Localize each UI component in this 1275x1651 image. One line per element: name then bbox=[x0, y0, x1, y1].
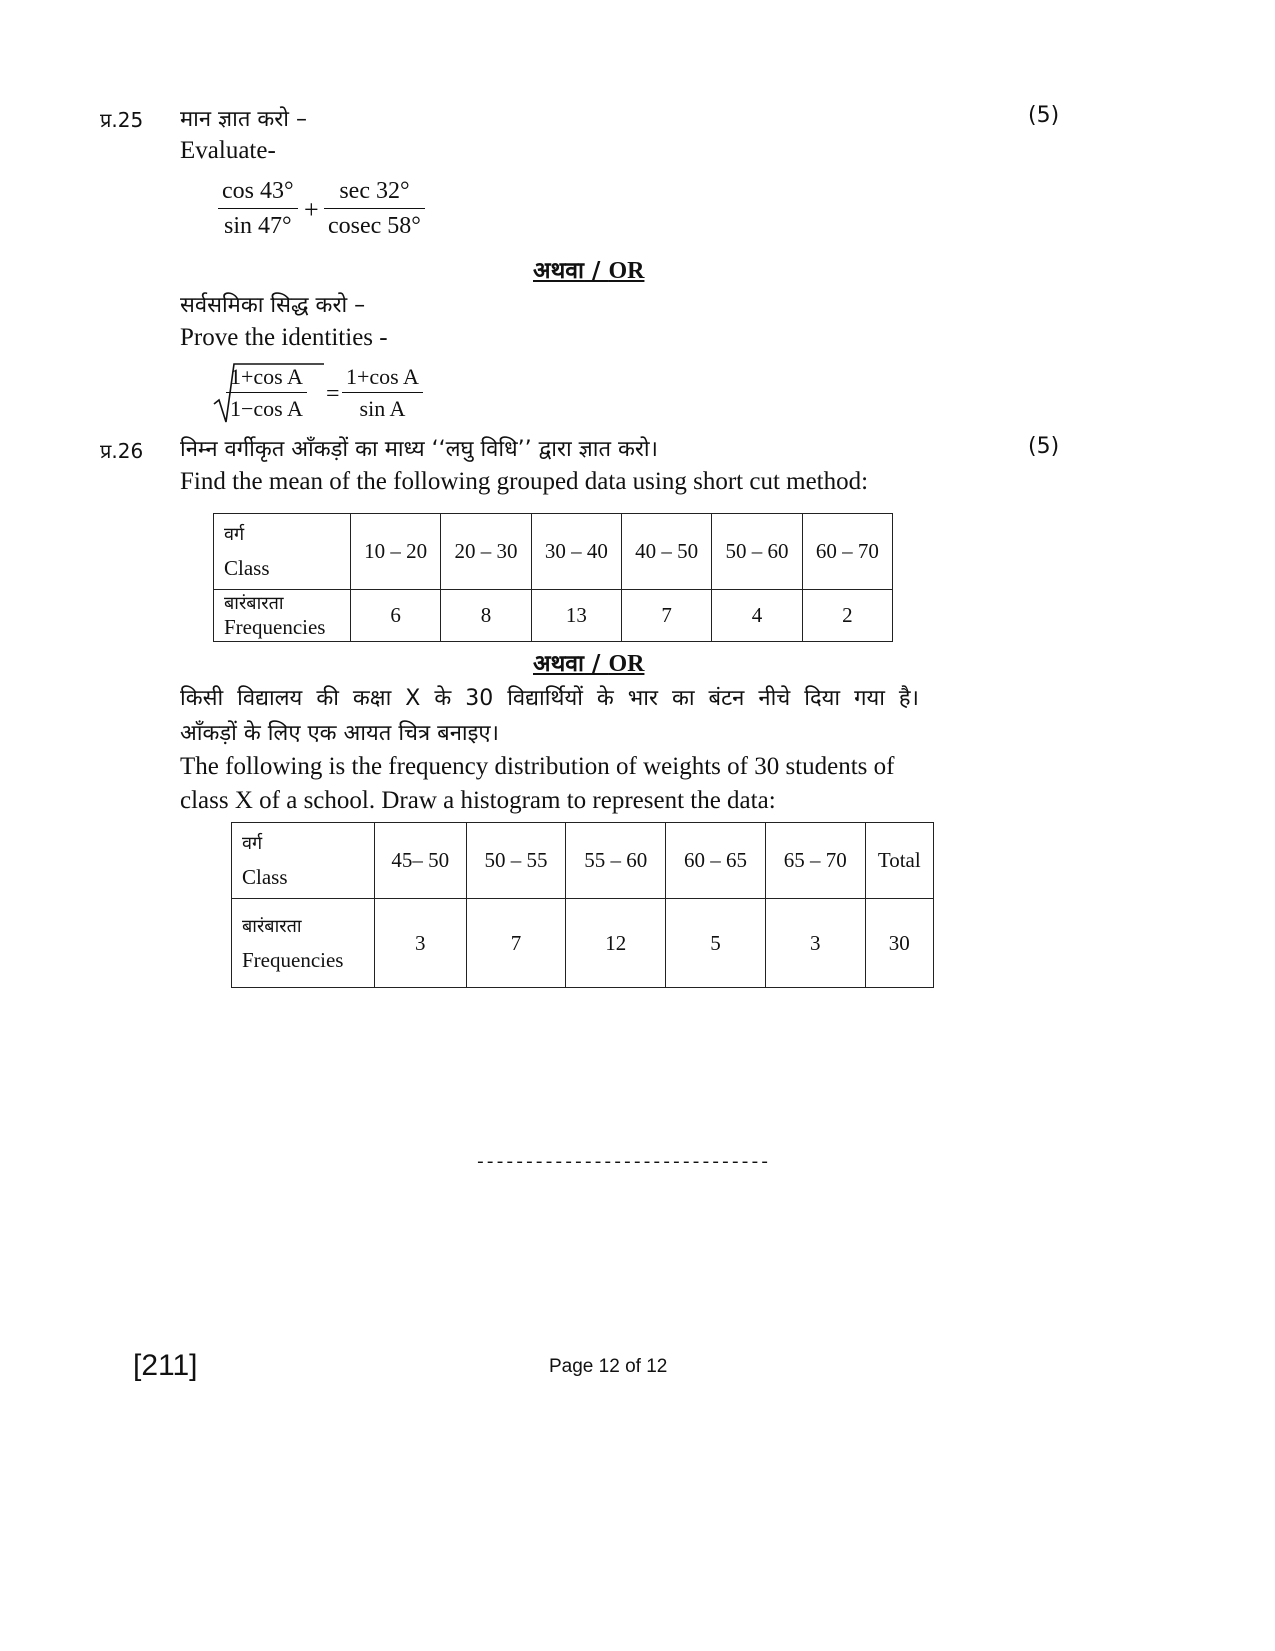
table-cell: 5 bbox=[666, 899, 766, 988]
table-class-label-english: Class bbox=[242, 865, 288, 889]
table-cell: 40 – 50 bbox=[621, 514, 711, 590]
paper-code: [211] bbox=[133, 1349, 198, 1382]
q26-alt-english-line-1: The following is the frequency distribution of weights of 30 students of bbox=[180, 753, 895, 780]
table-frequency-label-hindi: बारंबारता bbox=[224, 593, 284, 614]
weights-distribution-table bbox=[231, 822, 934, 988]
identity-equals-sign: = bbox=[326, 381, 340, 407]
table-class-label-hindi: वर्ग bbox=[224, 524, 245, 545]
table-cell: 30 – 40 bbox=[531, 514, 621, 590]
question-number-25: प्र.25 bbox=[100, 108, 144, 132]
q25-fraction-2-numerator: sec 32° bbox=[324, 176, 425, 209]
identity-lhs-fraction bbox=[226, 364, 307, 423]
question-number-26: प्र.26 bbox=[100, 439, 144, 463]
table-header-cell bbox=[214, 514, 351, 590]
end-separator: ------------------------------ bbox=[475, 1153, 770, 1173]
table-row bbox=[214, 514, 893, 590]
table-cell: 50 – 60 bbox=[712, 514, 802, 590]
q26-alt-hindi-line-1: किसी विद्यालय की कक्षा X के 30 विद्यार्थियों के भार का बंटन नीचे दिया गया है। bbox=[180, 686, 919, 711]
table-cell: 3 bbox=[765, 899, 865, 988]
q26-or-hindi: अथवा bbox=[533, 651, 585, 677]
table-cell: 55 – 60 bbox=[566, 823, 666, 899]
table-cell: Total bbox=[865, 823, 933, 899]
identity-rhs-denominator: sin A bbox=[359, 396, 406, 421]
table-cell: 8 bbox=[441, 590, 531, 642]
q26-marks: (5) bbox=[1028, 434, 1060, 459]
q25-hindi-instruction: मान ज्ञात करो – bbox=[180, 107, 307, 132]
table-cell: 12 bbox=[566, 899, 666, 988]
q25-alt-english-instruction: Prove the identities - bbox=[180, 324, 388, 351]
q25-fraction-1 bbox=[218, 176, 298, 241]
table-row bbox=[232, 899, 934, 988]
q25-english-instruction: Evaluate- bbox=[180, 137, 276, 164]
table-cell: 65 – 70 bbox=[765, 823, 865, 899]
q25-fraction-2-denominator: cosec 58° bbox=[328, 213, 421, 239]
table-cell: 3 bbox=[375, 899, 467, 988]
q25-plus-sign: + bbox=[304, 195, 319, 224]
table-cell: 50 – 55 bbox=[466, 823, 566, 899]
table-class-label-english: Class bbox=[224, 556, 270, 580]
table-cell: 30 bbox=[865, 899, 933, 988]
q26-or-divider: अथवा / OR bbox=[533, 651, 645, 677]
table-row bbox=[232, 823, 934, 899]
table-header-cell bbox=[232, 823, 375, 899]
table-header-cell bbox=[214, 590, 351, 642]
table-cell: 13 bbox=[531, 590, 621, 642]
table-cell: 45– 50 bbox=[375, 823, 467, 899]
table-header-cell bbox=[232, 899, 375, 988]
page-number: Page 12 of 12 bbox=[549, 1356, 668, 1377]
identity-lhs-numerator: 1+cos A bbox=[226, 364, 307, 393]
table-cell: 6 bbox=[351, 590, 441, 642]
identity-rhs-fraction bbox=[342, 364, 423, 423]
table-cell: 7 bbox=[621, 590, 711, 642]
q25-or-english: OR bbox=[608, 258, 645, 284]
grouped-data-table bbox=[213, 513, 893, 642]
table-cell: 60 – 70 bbox=[802, 514, 892, 590]
table-frequency-label-english: Frequencies bbox=[242, 947, 344, 972]
table-cell: 10 – 20 bbox=[351, 514, 441, 590]
q26-alt-hindi-line-2: आँकड़ों के लिए एक आयत चित्र बनाइए। bbox=[180, 721, 499, 746]
q26-english-instruction: Find the mean of the following grouped data using short cut method: bbox=[180, 468, 869, 495]
table-frequency-label-english: Frequencies bbox=[224, 615, 326, 639]
q25-fraction-2 bbox=[324, 176, 425, 241]
table-cell: 4 bbox=[712, 590, 802, 642]
table-row bbox=[214, 590, 893, 642]
q25-or-divider: अथवा / OR bbox=[533, 258, 645, 284]
q26-or-english: OR bbox=[608, 651, 645, 677]
q26-alt-english-line-2: class X of a school. Draw a histogram to represent the data: bbox=[180, 787, 776, 814]
table-class-label-hindi: वर्ग bbox=[242, 833, 263, 854]
q25-fraction-1-denominator: sin 47° bbox=[223, 213, 292, 239]
q25-fraction-1-numerator: cos 43° bbox=[218, 176, 298, 209]
table-frequency-label-hindi: बारंबारता bbox=[242, 915, 302, 937]
table-cell: 20 – 30 bbox=[441, 514, 531, 590]
table-cell: 2 bbox=[802, 590, 892, 642]
q26-hindi-instruction: निम्न वर्गीकृत आँकड़ों का माध्य ‘‘लघु विधि’’ द्वारा ज्ञात करो। bbox=[180, 437, 658, 462]
q25-or-hindi: अथवा bbox=[533, 258, 585, 284]
q25-marks: (5) bbox=[1028, 103, 1060, 128]
identity-lhs-denominator: 1−cos A bbox=[230, 396, 303, 421]
table-cell: 60 – 65 bbox=[666, 823, 766, 899]
table-cell: 7 bbox=[466, 899, 566, 988]
q25-alt-hindi-instruction: सर्वसमिका सिद्ध करो – bbox=[180, 293, 366, 318]
identity-rhs-numerator: 1+cos A bbox=[342, 364, 423, 393]
